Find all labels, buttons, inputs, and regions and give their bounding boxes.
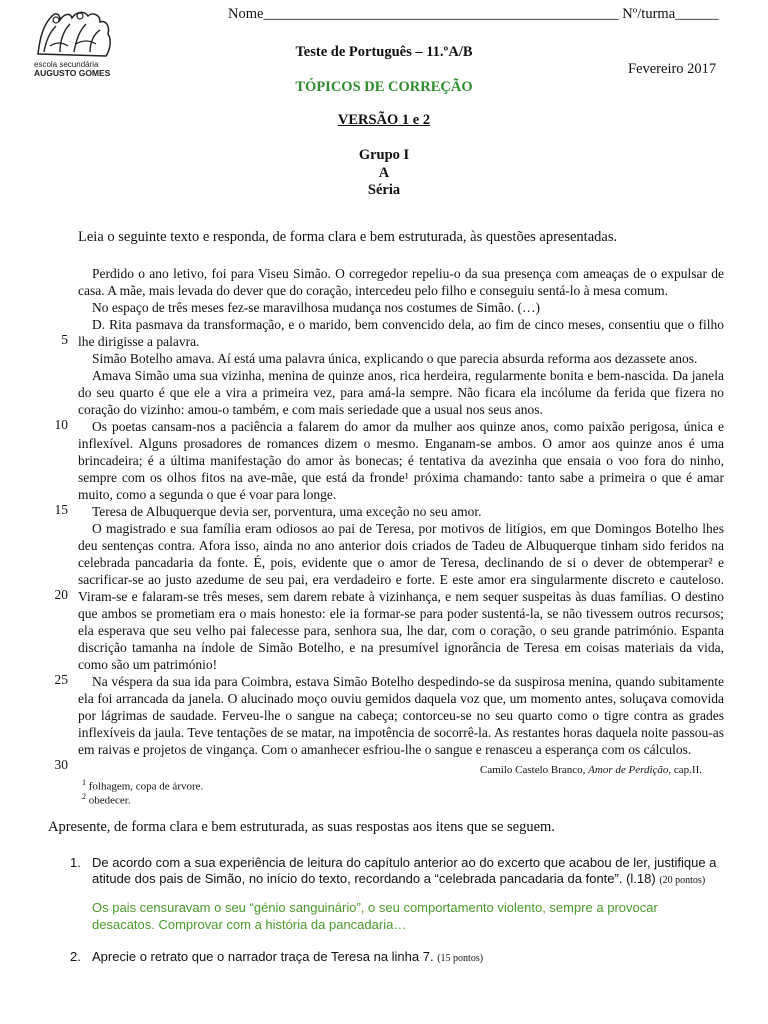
name-field-line: Nome_________________________________________________ Nº/turma______ xyxy=(228,6,719,22)
line-number: 20 xyxy=(54,587,68,602)
excerpt-paragraph: No espaço de três meses fez-se maravilhosa mudança nos costumes de Simão. (…) xyxy=(92,300,540,315)
school-name-line1: escola secundária xyxy=(34,60,99,69)
question-points: (20 pontos) xyxy=(659,875,706,886)
excerpt-text xyxy=(78,265,724,758)
question-number: 2. xyxy=(70,949,81,964)
version-heading: VERSÃO 1 e 2 xyxy=(337,112,431,128)
excerpt-paragraph: O magistrado e sua família eram odiosos ao pai de Teresa, por motivos de litígios, em que Domingos Botelho lhes deu sentenças contra. Afora isso, ainda no ano anterior dois criados de Tadeu de Albuquerque tinham sido feridos na celebrada pancadaria da fonte. É, pois, evidente que o amor de Teresa, declinando de si o dever de obtemperar² e sacrificar-se ao justo azedume de seu pai, era verdadeiro e forte. E este amor era singularmente discreto e cauteloso. Viram-se e falaram-se três meses, sem darem rebate à vizinhança, e nem sequer suspeitas às duas famílias. O destino que ambos se prometiam era o mais honesto: ele ia formar-se para poder sustentá-la, se não tivessem outros recursos; ela esperava que seu velho pai falecesse para, senhora sua, lhe dar, com o coração, o seu grande património. Espanta discrição tamanha na índole de Simão Botelho, e na presumível ignorância de Teresa em coisas materiais da vida, como são um património! xyxy=(78,521,724,672)
footnote-mark: 2 xyxy=(82,792,86,801)
footnote-text: obedecer. xyxy=(86,794,131,807)
group-heading: Grupo I xyxy=(358,147,410,163)
answer-instruction: Apresente, de forma clara e bem estruturada, as suas respostas aos itens que se seguem. xyxy=(48,819,555,835)
part-heading: A xyxy=(378,165,390,181)
line-number: 30 xyxy=(54,757,68,772)
question-text xyxy=(92,949,732,967)
question-number: 1. xyxy=(70,855,81,870)
excerpt-paragraph: Na véspera da sua ida para Coimbra, estava Simão Botelho despedindo-se da suspirosa menina, quando subitamente ela foi arrancada da janela. O alucinado moço ouviu gemidos daquela voz que, um momento antes, soluçava comovida por lágrimas de saudade. Ferveu-lhe o sangue na cabeça; contorceu-se no seu quarto como o tigre contra as grades inflexíveis da jaula. Teve tentações de se matar, na impotência de socorrê-la. As restantes horas daquela noite passou-as em raivas e projetos de vingança. Com o amanhecer esfriou-lhe o sangue e renasceu a esperança com os cálculos. xyxy=(78,674,724,757)
citation-chapter: , cap.II. xyxy=(668,764,702,776)
excerpt-paragraph: D. Rita pasmava da transformação, e o marido, bem convencido dela, ao fim de cinco meses, consentiu que o filho lhe dirigisse a palavra. xyxy=(78,317,724,349)
school-name xyxy=(34,60,110,78)
line-number: 5 xyxy=(61,332,68,347)
citation-work: Amor de Perdição xyxy=(588,764,669,776)
question-body: De acordo com a sua experiência de leitura do capítulo anterior ao do excerto que acabou de ler, justifique a atitude dos pais de Simão, no início do texto, recordando a “celebrada pancadaria da fonte”. (l.18) xyxy=(92,855,717,886)
footnote-mark: 1 xyxy=(82,778,86,787)
question-text xyxy=(92,855,732,889)
school-name-line2: AUGUSTO GOMES xyxy=(34,68,111,78)
footnote xyxy=(82,792,131,807)
series-heading: Séria xyxy=(367,182,401,198)
citation xyxy=(480,764,702,776)
excerpt-paragraph: Teresa de Albuquerque devia ser, porventura, uma exceção no seu amor. xyxy=(92,504,482,519)
excerpt-paragraph: Simão Botelho amava. Aí está uma palavra única, explicando o que parecia absurda reforma aos dezassete anos. xyxy=(92,351,698,366)
line-number: 10 xyxy=(54,417,68,432)
excerpt-paragraph: Os poetas cansam-nos a paciência a falarem do amor da mulher aos quinze anos, como paixão perigosa, única e inflexível. Alguns prosadores de romances dizem o mesmo. Enganam-se ambos. O amor aos quinze anos é uma brincadeira; é a última manifestação do amor às bonecas; é tentativa da avezinha que ensaia o voo fora do ninho, sempre com os olhos fitos na ave-mãe, que está da fronde¹ próxima chamando: tanto sabe a primeira o que é amar muito, como a segunda o que é voar para longe. xyxy=(78,419,724,502)
footnote-text: folhagem, copa de árvore. xyxy=(86,780,204,793)
excerpt-paragraph: Amava Simão uma sua vizinha, menina de quinze anos, rica herdeira, regularmente bonita e bem-nascida. Da janela do seu quarto é que ele a vira a primeira vez, para amá-la sempre. Não ficara ela incólume da ferida que fizera no coração do vizinho: amou-o também, e com mais seriedade que a usual nos seus anos. xyxy=(78,368,724,417)
footnote xyxy=(82,778,203,793)
question-body: Aprecie o retrato que o narrador traça de Teresa na linha 7. xyxy=(92,949,434,964)
citation-author: Camilo Castelo Branco, xyxy=(480,764,589,776)
reading-instruction: Leia o seguinte texto e responda, de forma clara e bem estruturada, às questões apresentadas. xyxy=(78,229,618,245)
question-points: (15 pontos) xyxy=(437,953,484,964)
line-number: 25 xyxy=(54,672,68,687)
test-date: Fevereiro 2017 xyxy=(628,61,717,77)
line-number: 15 xyxy=(54,502,68,517)
excerpt-paragraph: Perdido o ano letivo, foi para Viseu Simão. O corregedor repeliu-o da sua presença com ameaças de o expulsar de casa. A mãe, mais levada do dever que do coração, intercedeu pelo filho e conseguiu sentá-lo à mesa comum. xyxy=(78,266,724,298)
answer-key-1: Os pais censuravam o seu “génio sanguinário”, o seu comportamento violento, sempre a provocar desacatos. Comprovar com a história da pancadaria… xyxy=(92,900,658,932)
correction-topics-heading: TÓPICOS DE CORREÇÃO xyxy=(295,79,473,95)
test-title: Teste de Português – 11.ºA/B xyxy=(295,44,473,60)
